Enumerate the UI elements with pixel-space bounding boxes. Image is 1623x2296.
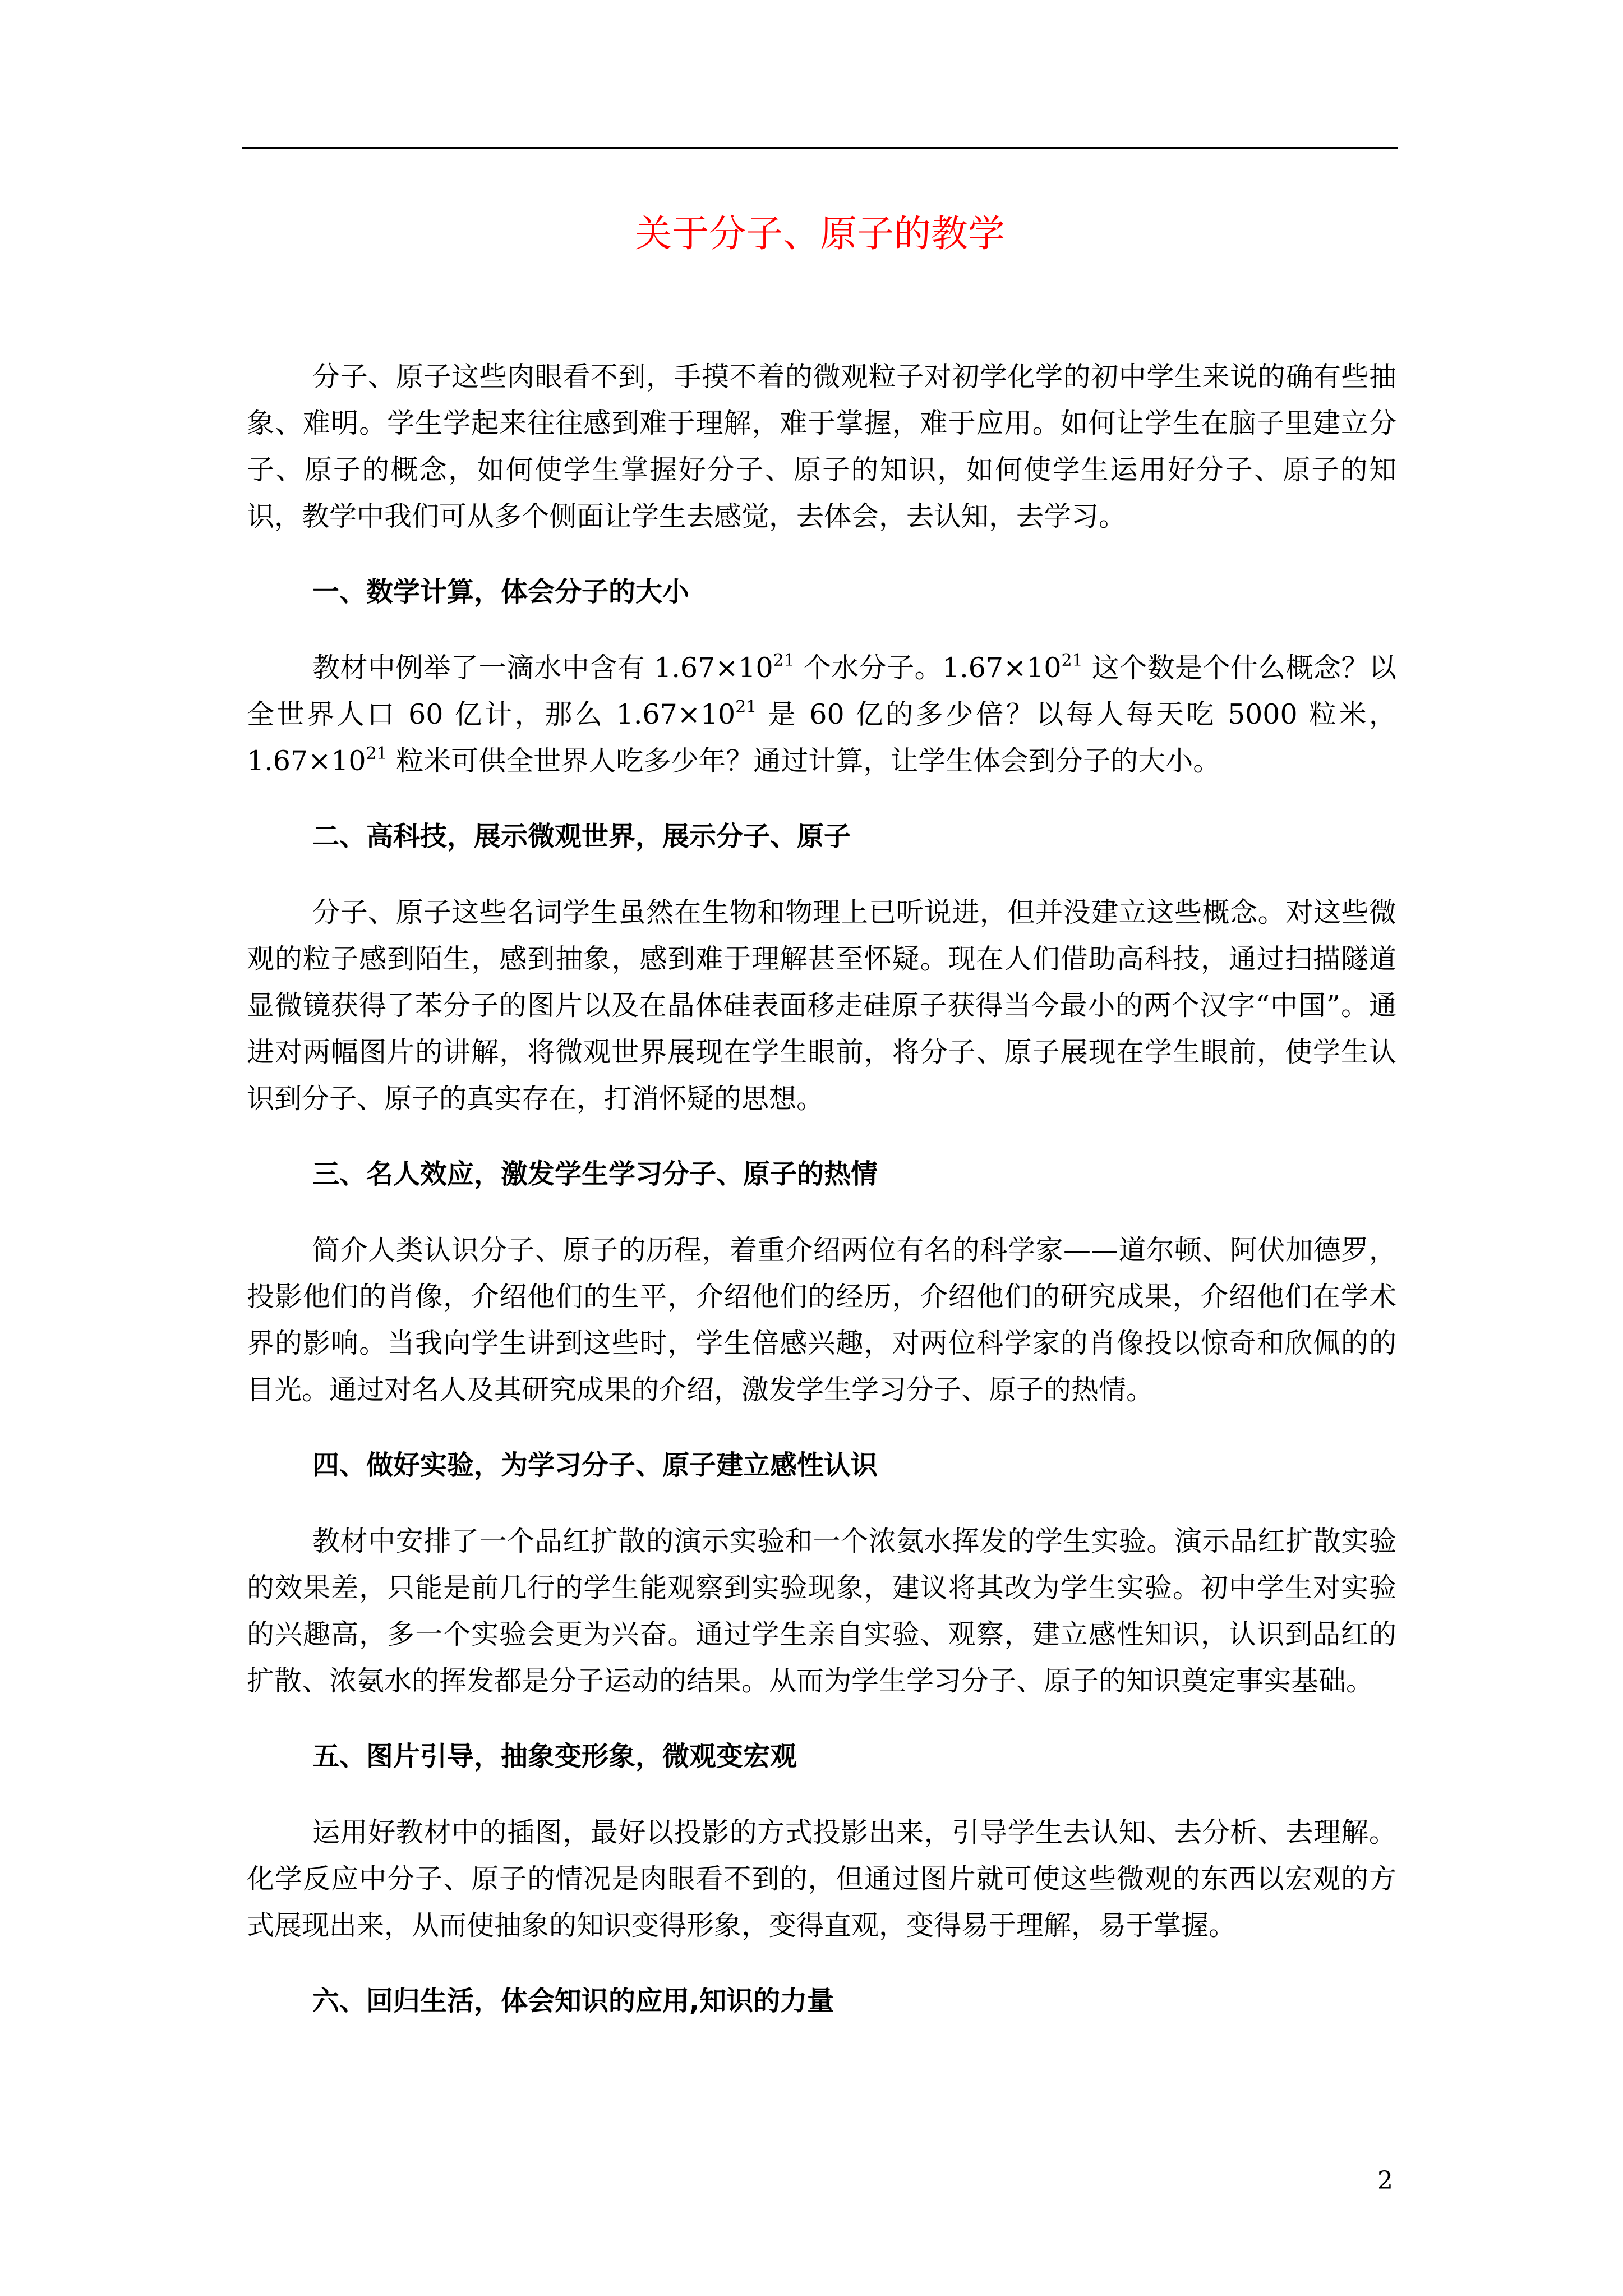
section-3-heading: 三、名人效应，激发学生学习分子、原子的热情 [312, 1158, 878, 1190]
section-5-paragraph: 运用好教材中的插图，最好以投影的方式投影出来，引导学生去认知、去分析、去理解。化学反应中分子、原子的情况是肉眼看不到的，但通过图片就可使这些微观的东西以宏观的方式展现出来，从而使抽象的知识变得形象，变得直观，变得易于理解，易于掌握。 [247, 1816, 1396, 1941]
exponent: 21 [1061, 651, 1083, 670]
section-1-text-4: 是 60 亿的多少倍？以每人每天吃 5000 粒米，1.67×10 [247, 698, 1396, 777]
section-2-paragraph: 分子、原子这些名词学生虽然在生物和物理上已听说进，但并没建立这些概念。对这些微观的粒子感到陌生，感到抽象，感到难于理解甚至怀疑。现在人们借助高科技，通过扫描隧道显微镜获得了苯分子的图片以及在晶体硅表面移走硅原子获得当今最小的两个汉字“中国”。通进对两幅图片的讲解，将微观世界展现在学生眼前，将分子、原子展现在学生眼前，使学生认识到分子、原子的真实存在，打消怀疑的思想。 [247, 896, 1396, 1115]
section-1-text-2: 个水分子。1.67×10 [794, 652, 1062, 684]
section-4-heading: 四、做好实验，为学习分子、原子建立感性认识 [312, 1450, 878, 1481]
exponent: 21 [366, 744, 388, 763]
header-rule [242, 147, 1398, 149]
section-5-heading: 五、图片引导，抽象变形象，微观变宏观 [312, 1741, 797, 1772]
document-title: 关于分子、原子的教学 [635, 212, 1005, 255]
section-1-text-3: 这个数是个什么概念？以全世界人口 60 亿计，那么 1.67×10 [247, 652, 1397, 730]
section-1-heading: 一、数学计算，体会分子的大小 [312, 576, 690, 608]
section-1-text-5: 粒米可供全世界人吃多少年？通过计算，让学生体会到分子的大小。 [387, 745, 1221, 777]
section-1-text-1: 教材中例举了一滴水中含有 1.67×10 [312, 652, 773, 684]
section-2-heading: 二、高科技，展示微观世界，展示分子、原子 [312, 821, 851, 852]
section-6-heading: 六、回归生活，体会知识的应用,知识的力量 [312, 1985, 834, 2017]
section-3-paragraph: 简介人类认识分子、原子的历程，着重介绍两位有名的科学家——道尔顿、阿伏加德罗，投影他们的肖像，介绍他们的生平，介绍他们的经历，介绍他们的研究成果，介绍他们在学术界的影响。当我向学生讲到这些时，学生倍感兴趣，对两位科学家的肖像投以惊奇和欣佩的的目光。通过对名人及其研究成果的介绍，激发学生学习分子、原子的热情。 [247, 1234, 1396, 1406]
document-body [247, 353, 1396, 2054]
section-4-paragraph: 教材中安排了一个品红扩散的演示实验和一个浓氨水挥发的学生实验。演示品红扩散实验的效果差，只能是前几行的学生能观察到实验现象，建议将其改为学生实验。初中学生对实验的兴趣高，多一个实验会更为兴奋。通过学生亲自实验、观察，建立感性知识，认识到品红的扩散、浓氨水的挥发都是分子运动的结果。从而为学生学习分子、原子的知识奠定事实基础。 [247, 1525, 1396, 1697]
section-1-paragraph [247, 645, 1396, 784]
exponent: 21 [773, 651, 795, 670]
intro-paragraph: 分子、原子这些肉眼看不到，手摸不着的微观粒子对初学化学的初中学生来说的确有些抽象、难明。学生学起来往往感到难于理解，难于掌握，难于应用。如何让学生在脑子里建立分子、原子的概念，如何使学生掌握好分子、原子的知识，如何使学生运用好分子、原子的知识，教学中我们可从多个侧面让学生去感觉，去体会，去认知，去学习。 [247, 361, 1396, 532]
exponent: 21 [735, 697, 757, 717]
page-number: 2 [1377, 2166, 1393, 2195]
